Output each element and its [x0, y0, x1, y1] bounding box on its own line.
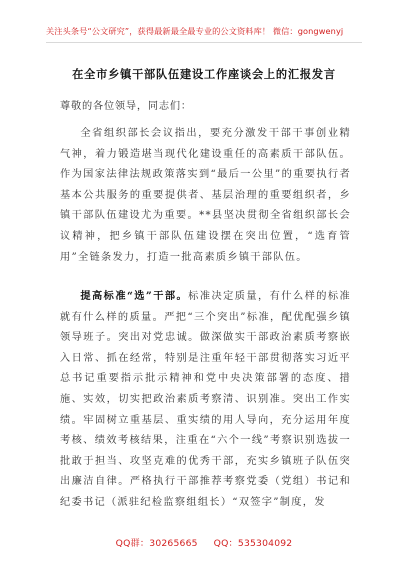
paragraph-2 — [60, 286, 351, 514]
salutation: 尊敬的各位领导，同志们： — [60, 101, 192, 112]
paragraph-1 — [60, 124, 351, 268]
header-banner: 关注头条号“公文研究”，获得最新最全最专业的公文资料库！ 微信：gongwenyj — [46, 26, 344, 36]
paragraph-2-text: 标准决定质量，有什么样的标准就有什么样的质量。严把“三个突出”标准，配优配强乡镇领导班子。突出对党忠诚。做深做实干部政治素质考察嵌入日常、抓在经常，特别是注重年轻干部贯彻落实习近平总书记重要指示批示精神和党中央决策部署的态度、措施、实效，切实把政治素质考察清、识别准。突出工作实绩。牢固树立重基层、重实绩的用人导向，充分运用年度考核、绩效考核结果，注重在“六个一线”考察识别选拔一批敢于担当、攻坚克难的优秀干部，充实乡镇班子队伍突出廉洁自律。严格执行干部推荐考察党委（党组）书记和纪委书记（派驻纪检监察组组长）“双签字”制度，发 — [60, 291, 352, 508]
footer-contact — [0, 535, 408, 549]
header-divider — [46, 42, 362, 43]
paragraph-1-text: 全省组织部长会议指出，要充分激发干部干事创业精气神，着力锻造堪当现代化建设重任的高素质干部队伍。作为国家法律法规政策落实到“最后一公里”的重要执行者基本公共服务的重要提供者、基层治理的重要组织者，乡镇干部队伍建设尤为重要。**县坚决贯彻全省组织部长会议精神，把乡镇干部队伍建设摆在突出位置，“选育管用”全链条发力，打造一批高素质乡镇干部队伍。 — [60, 128, 351, 263]
document-title: 在全市乡镇干部队伍建设工作座谈会上的汇报发言 — [72, 67, 336, 81]
footer-qq-group: QQ群：30265665 — [115, 538, 198, 549]
paragraph-2-lead: 提高标准“选”干部。 — [80, 290, 189, 302]
footer-qq-number: QQ：535304092 — [213, 538, 293, 549]
